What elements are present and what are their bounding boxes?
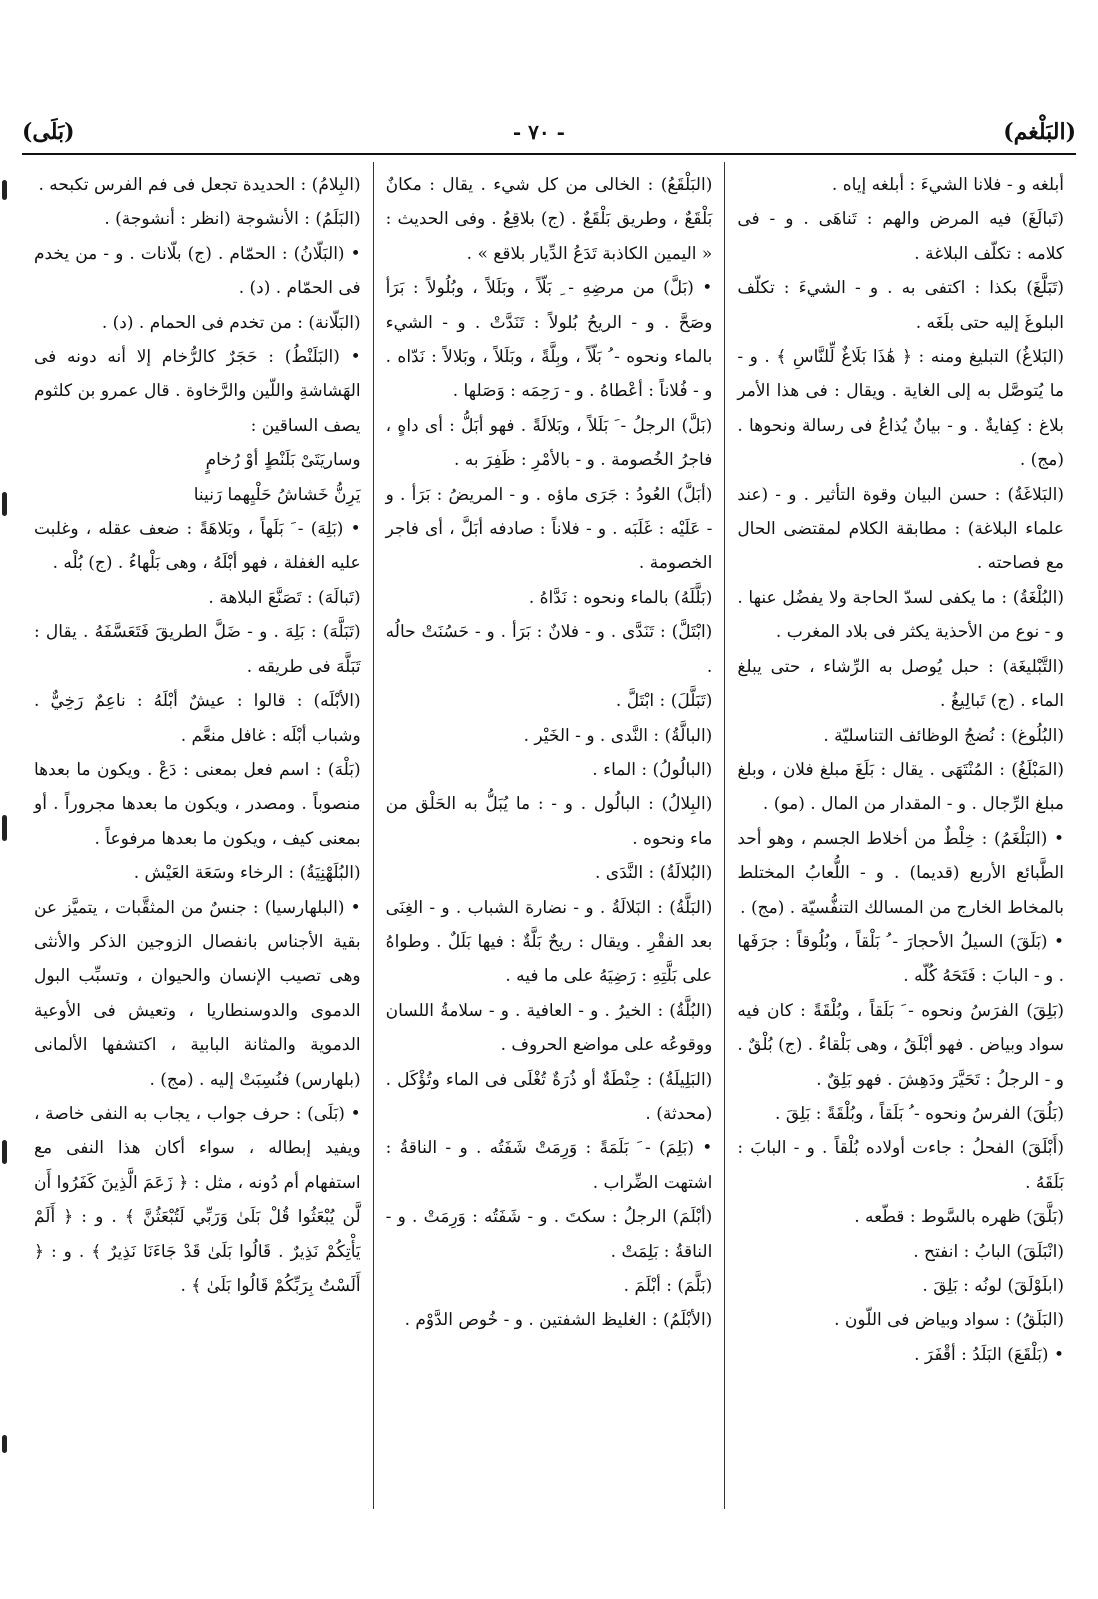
dictionary-entry: (الأبْلَمُ) : الغليظ الشفتين . و - خُوص الدَّوْم .: [404, 1310, 713, 1331]
dictionary-entry: (تَبَلَّلَ) : ابْتَلَّ .: [615, 691, 713, 712]
header-rule: [22, 153, 1076, 155]
binding-mark: [2, 1435, 7, 1453]
dictionary-entry: (التَّبْليغَة) : حبل يُوصل به الرِّشاء ، حتى يبلغ الماء . (ج) تَبالِيغُ .: [737, 656, 1064, 712]
dictionary-entry: (أبْلَمَ) الرجلُ : سكتَ . و - شَفَتُه : وَرِمَتْ . و - الناقةُ : بَلِمَتْ .: [385, 1207, 713, 1262]
dictionary-entry: وساريَتَىْ بَلَنْطٍ أوْ رُخامٍ: [205, 450, 361, 471]
page-header: [22, 112, 1076, 152]
binding-mark: [2, 492, 7, 516]
header-guide-word-first: (البَلْغم): [1003, 119, 1076, 145]
binding-mark: [2, 815, 7, 841]
dictionary-entry: (بَلَّلَهُ) بالماء ونحوه : نَدَّاهُ .: [528, 587, 713, 608]
dictionary-entry: (البَلاغُ) التبليغ ومنه : ﴿ هَٰذَا بَلَاغٌ لِّلنَّاسِ ﴾ . و - ما يُتوصَّل به إلى الغاية . ويقال : فى هذا الأمر بلاغ : كِفايةٌ . و - بيانٌ يُذاعُ فى رسالة ونحوها . (مج) .: [737, 347, 1064, 471]
dictionary-entry: • (بَلِهَ) - َ بَلَهاً ، وبَلاهَةً : ضعف عقله ، وغلبت عليه الغفلة ، فهو أبْلَهُ ، وهى بَلْهاءُ . (ج) بُلْه .: [33, 519, 361, 574]
dictionary-entry: (البَلّانة) : من تخدم فى الحمام . (د) .: [101, 312, 361, 333]
dictionary-entry: (المَبْلَغُ) : المُنْتَهَى . يقال : بَلَغَ مبلغ فلان ، وبلغ مبلغ الرِّجال . و - المقدار من المال . (مو) .: [737, 759, 1064, 815]
dictionary-entry: (البَلَمُ) : الأنشوجة (انظر : أنشوجة) .: [104, 209, 361, 230]
dictionary-entry: (البَلاغَةُ) : حسن البيان وقوة التأثير . و - (عند علماء البلاغة) : مطابقة الكلام لمقتضى الحال مع فصاحته .: [737, 484, 1064, 574]
dictionary-entry: (البُلالَةُ) : النَّدَى .: [594, 863, 713, 884]
dictionary-entry: • (البَلّانُ) : الحمّام . (ج) بلّانات . و - من يخدم فى الحمّام . (د) .: [33, 243, 361, 299]
dictionary-entry: (ابلَوْلَقَ) لونُه : بَلِقَ .: [922, 1276, 1064, 1296]
dictionary-entry: (البُلَّةُ) : الخيرُ . و - العافية . و - سلامةُ اللسان ووقوعُه على مواضع الحروف .: [385, 1000, 713, 1056]
dictionary-entry: (تَبَلَّغَ) بكذا : اكتفى به . و - الشيءَ : تكلّف البلوغَ إليه حتى بلَغَه .: [737, 278, 1064, 333]
dictionary-entry: • (بَلْقَعَ) البَلَدُ : أقْفَرَ .: [914, 1344, 1064, 1365]
column-left: [22, 162, 374, 1509]
dictionary-entry: (البُلُوغ) : نُضجُ الوظائف التناسليّة .: [823, 725, 1064, 746]
dictionary-entry: (بَلْهَ) : اسم فعل بمعنى : دَعْ . ويكون ما بعدها منصوباً . ومصدر ، ويكون ما بعدها مجروراً . أو بمعنى كيف ، ويكون ما بعدها مرفوعاً .: [33, 759, 361, 849]
page-number: - ٧٠ -: [512, 120, 565, 144]
dictionary-entry: • (البلهارسيا) : جنسٌ من المثقَّبات ، يتميَّز عن بقية الأجناس بانفصال الزوجين الذكر والأنثى وهى تصيب الإنسان والحيوان ، وتسبِّب البول الدموى والدوسنطاريا ، وتعيش فى الأوعية الدموية والمثانة البابية ، اكتشفها الألمانى (بلهارس) فنُسِبَتْ إليه . (مج) .: [33, 897, 361, 1090]
dictionary-entry: (تَبالَغَ) فيه المرض والهم : تَناهَى . و - فى كلامه : تكلّف البلاغة .: [737, 209, 1064, 264]
dictionary-entry: (انْبَلَقَ) البابُ : انفتح .: [913, 1241, 1064, 1262]
dictionary-entry: (بَلَّقَ) ظهره بالسَّوط : قطّعه .: [854, 1207, 1064, 1228]
dictionary-entry: (البِلالُ) : البالُول . و - : ما يُبَلُّ به الحَلْق من ماء ونحوه .: [385, 794, 713, 849]
dictionary-entry: (أَبْلَقَ) الفحلُ : جاءت أولاده بُلْقاً . و - البابَ : بَلَقَهُ .: [737, 1138, 1064, 1193]
header-guide-word-last: (بَلَى): [22, 119, 75, 145]
dictionary-entry: • (البَلَنْطُ) : حَجَرٌ كالرُّخام إلا أنه دونه فى الهَشاشةِ واللّين والرَّخاوة . قال عمرو بن كلثوم يصف الساقين :: [33, 347, 361, 436]
dictionary-entry: أبلغه و - فلانا الشيءَ : أبلغه إياه .: [831, 175, 1064, 195]
column-middle: [374, 162, 726, 1509]
dictionary-entry: • (بَلَقَ) السيلُ الأحجارَ - ُ بَلْقاً ، وبُلُوقاً : جرَفَها . و - البابَ : فَتَحَهُ كُلّه .: [737, 931, 1064, 987]
dictionary-entry: (البَلْقَعُ) : الخالى من كل شيء . يقال : مكانٌ بَلْقَعٌ ، وطريق بَلْقَعٌ . (ج) بلاقِعُ . وفى الحديث : « اليمين الكاذبة تَدَعُ الدِّيار بلاقع » .: [385, 175, 713, 264]
dictionary-entry: • (بَلِمَ) - َ بَلَمَةً : وَرِمَتْ شَفَتُه . و - الناقةُ : اشتهت الضِّراب .: [385, 1138, 713, 1193]
binding-mark: [2, 1140, 7, 1164]
dictionary-entry: (البَلَّةُ) : البَلالَةُ . و - نضارة الشباب . و - الغِنَى بعد الفقْرِ . ويقال : ريحٌ بَلَّةٌ : فيها بَلَلٌ . وطواهُ على بَلَّتِهِ : رَضِيَهُ على ما فيه .: [385, 897, 713, 987]
dictionary-columns: [22, 162, 1076, 1509]
dictionary-entry: • (بَلَى) : حرف جواب ، يجاب به النفى خاصة ، ويفيد إبطاله ، سواء أكان هذا النفى مع استفهام أم دُونه ، مثل : ﴿ زَعَمَ الَّذِينَ كَفَرُوا أَن لَّن يُبْعَثُوا قُلْ بَلَىٰ وَرَبِّي لَتُبْعَثُنَّ ﴾ . و : ﴿ أَلَمْ يَأْتِكُمْ نَذِيرٌ . قَالُوا بَلَىٰ قَدْ جَاءَنَا نَذِيرٌ ﴾ . و : ﴿ أَلَسْتُ بِرَبِّكُمْ قَالُوا بَلَىٰ ﴾ .: [33, 1103, 361, 1296]
dictionary-entry: • (بَلَّ) من مرضِهِ - ِ بَلّاً ، وبَلَلاً ، وبُلُولاً : بَرَأ وصَحَّ . و - الريحُ بُلولاً : تَنَدَّتْ . و - الشيء بالماء ونحوه - ُ بَلّاً ، وبِلَّةً ، وبَلَلاً ، وبَلالاً : نَدّاه . و - فُلاناً : أعْطاهُ . و - رَحِمَه : وَصَلها .: [385, 278, 713, 402]
dictionary-entry: (البَلِيلَةُ) : حِنْطَةٌ أو ذُرَةٌ تُغْلَى فى الماء وتُؤْكَل . (محدثة) .: [385, 1069, 713, 1124]
dictionary-entry: (تَبالَهَ) : تَصَنَّعَ البلاهة .: [208, 587, 361, 608]
dictionary-entry: • (البَلْغَمُ) : خِلْطٌ من أخلاط الجسم ، وهو أحد الطَّبائع الأربع (قديما) . و - اللُّعابُ المختلط بالمخاط الخارج من المسالك التنفُّسيّة . (مج) .: [737, 828, 1064, 918]
dictionary-entry: (البِلامُ) : الحديدة تجعل فى فم الفرس تكبحه .: [38, 175, 361, 195]
dictionary-entry: يَرِنُّ خَشاشُ حَلْيِهما رَنينا: [193, 484, 361, 505]
dictionary-entry: (البالُولُ) : الماء .: [592, 759, 713, 780]
dictionary-entry: (تَبَلَّهَ) : بَلِهَ . و - ضَلَّ الطريقَ فَتَعَسَّفَهُ . يقال : تَبَلَّهَ فى طريقه .: [33, 622, 361, 677]
dictionary-entry: (البُلْغَةُ) : ما يكفى لسدّ الحاجة ولا يفضُل عنها . و - نوع من الأحذية يكثر فى بلاد المغرب .: [737, 587, 1064, 643]
dictionary-entry: (الأبْلَه) : قالوا : عيشٌ أبْلَهُ : ناعِمٌ رَخِيٌّ . وشباب أبْلَه : غافل منعَّم .: [33, 691, 361, 746]
dictionary-entry: (البالَّةُ) : النَّدى . و - الخَيْر .: [523, 725, 713, 746]
dictionary-entry: (بَلِقَ) الفرَسُ ونحوه - َ بَلَقاً ، وبُلْقَةً : كان فيه سواد وبياض . فهو أبْلَقُ ، وهى بَلْقاءُ . (ج) بُلْقٌ . و - الرجلُ : تَحَيَّرَ ودَهِشَ . فهو بَلِقٌ .: [737, 1000, 1064, 1090]
dictionary-entry: (ابْتَلَّ) : تَنَدَّى . و - فلانٌ : بَرَأ . و - حَسُنَتْ حالُه .: [385, 622, 713, 677]
binding-mark: [2, 180, 7, 200]
dictionary-entry: (البُلَهْنِيَةُ) : الرخاء وسَعَة العَيْش .: [133, 863, 361, 884]
column-right: [725, 162, 1076, 1509]
dictionary-entry: (بَلُقَ) الفرسُ ونحوه - ُ بَلَقاً ، وبُلْقَةً : بَلِقَ .: [775, 1103, 1064, 1124]
dictionary-entry: (بَلَّ) الرجلُ - َ بَلَلاً ، وبَلالَةً . فهو أبَلُّ : أى داهٍ ، فاجرُ الخُصومة . و - بالأمْرِ : ظَفِرَ به .: [385, 415, 713, 471]
dictionary-entry: (البَلَقُ) : سواد وبياض فى اللّون .: [834, 1310, 1064, 1331]
dictionary-entry: (أبَلَّ) العُودُ : جَرَى ماؤه . و - المريضُ : بَرَأ . و - عَلَيْه : غَلَبَه . و - فلاناً : صادفه أبَلَّ ، أى فاجر الخصومة .: [385, 484, 713, 574]
dictionary-entry: (بَلَّمَ) : أبْلَمَ .: [623, 1276, 713, 1296]
